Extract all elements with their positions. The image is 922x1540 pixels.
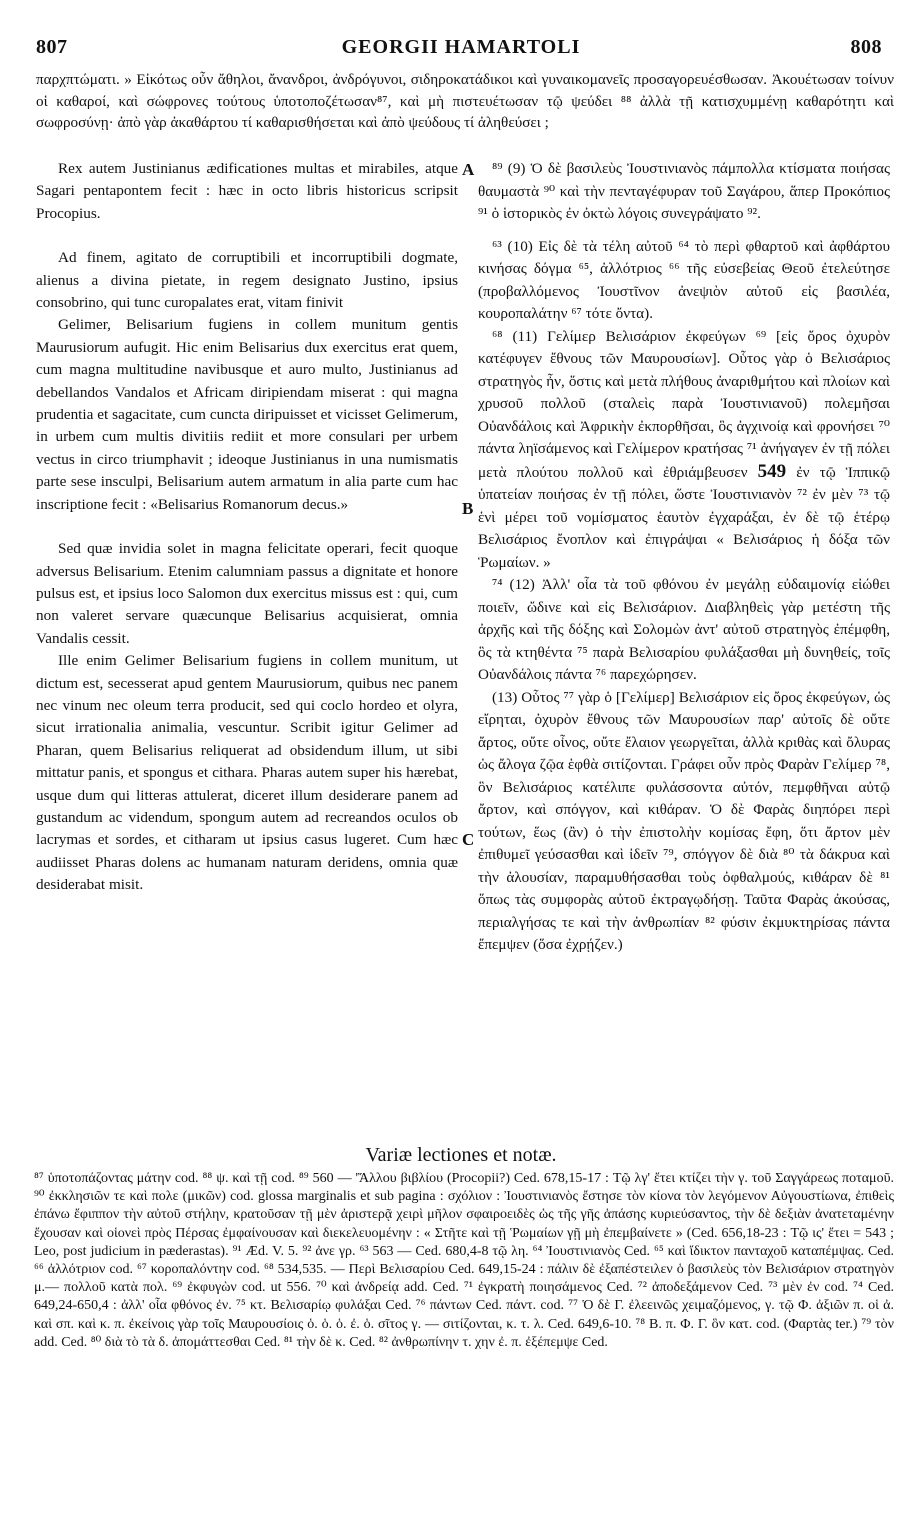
greek-column — [478, 158, 890, 957]
folio-number: 549 — [757, 460, 787, 482]
latin-paragraph: Rex autem Justinianus ædificationes multas et mirabiles, atque Sagari pentapontem fecit : hæc in octo libris historicus scripsit Procopius. — [36, 160, 458, 222]
greek-text: ἐν τῷ Ἱππικῷ ὑπατείαν ποιήσας ἐν τῇ πόλει, ὥστε Ἰουστινιανὸν ⁷² ἐν μὲν ⁷³ τῷ ἑνὶ μέρει τοῦ νομίσματος ἑαυτὸν ἐγχαράξαι, ἐν δὲ τῷ ἑτέρῳ Βελισάριος ἔνοπλον καὶ ἐπιγράψαι « Βελισάριος ἡ δόξα τῶν Ῥωμαίων. » — [478, 463, 891, 571]
page-number-right: 808 — [850, 36, 882, 58]
page-number-left: 807 — [36, 36, 68, 58]
margin-mark-c: C — [462, 830, 475, 849]
greek-paragraph: ⁷⁴ (12) Ἀλλ' οἷα τὰ τοῦ φθόνου ἐν μεγάλῃ εὐδαιμονίᾳ εἰώθει ποιεῖν, ὤδινε καὶ εἰς Βελισάριον. Διαβληθεὶς γὰρ μετέστη τῆς ἀρχῆς καὶ τῆς δόξης καὶ Σολομὼν ἀντ' αὐτοῦ στρατηγὸς ἐπέμφθη, ὃς τὰ κτηθέντα ⁷⁵ παρὰ Βελισαρίου φυλάξασθαι μὴ δυνηθείς, τοῖς Οὐανδάλοις πάντα ⁷⁶ παρεχώρησεν. — [478, 576, 890, 683]
margin-mark-b: B — [462, 499, 474, 518]
notes-text: ⁸⁷ ὑποτοπάζοντας μάτην cod. ⁸⁸ ψ. καὶ τῇ cod. ⁸⁹ 560 — 'Ἄλλου βιβλίου (Procopii?) Ced. 678,15-17 : Τῷ λγ' ἔτει κτίζει τὴν γ. τοῦ Σαγγάρεως ποταμοῦ. ⁹⁰ ἐκκλησιῶν τε καὶ πολε (μικῶν) cod. glossa marginalis et sub pagina : σχόλιον : Ἰουστινιανὸς ἔστησε τὸν κίονα τὸν λεγόμενον Αὐγουστίωνα, ἐπιθεὶς ἐπάνω ἔφιππον τὴν αὐτοῦ στήλην, κρατοῦσαν τῇ μὲν ἀριστερᾷ χειρὶ μῆλον σφαιροειδὲς ὡς τῆς γῆς ἁπάσης κυριεύσαντος, τὴν δὲ δεξιὰν ἀνατεταμένην ἔχουσαν καὶ οἱονεὶ πρὸς Πέρσας ἐμφαίνουσαν καὶ διεκελευομένην : « Στῆτε καὶ τῇ Ῥωμαίων γῇ μὴ ἐπεμβαίνετε » (Ced. 656,18-23 : Τῷ ις' ἔτει = 543 ; Leo, post judicium in pæderastas). ⁹¹ Æd. V. 5. ⁹² ἀνε γρ. ⁶³ 563 — Ced. 680,4-8 τῷ λη. ⁶⁴ Ἰουστινιανὸς Ced. ⁶⁵ καὶ ἴδικτον πανταχοῦ καταπέμψας. Ced. ⁶⁶ ἀλλότριον cod. ⁶⁷ κοροπαλόντην cod. ⁶⁸ 534,535. — Περὶ Βελισαρίου Ced. 649,15-24 : πάλιν δὲ ἐξαπέστειλεν ὁ βασιλεὺς τὸν Βελισάριον στρατηγὸν μ.— πολλοῦ κατὰ πολ. ⁶⁹ ἐκφυγὼν cod. ut 556. ⁷⁰ καὶ ἀνδρείᾳ add. Ced. ⁷¹ ἐγκρατὴ ποιησάμενος Ced. ⁷² ἀποδεξάμενον Ced. ⁷³ μὲν ἐν cod. ⁷⁴ Ced. 649,24-650,4 : ἀλλ' οἷα φθόνος ἐν. ⁷⁵ κτ. Βελισαρίῳ φυλάξαι Ced. ⁷⁶ πάντων Ced. πάντ. cod. ⁷⁷ Ὁ δὲ Γ. ἐλεεινῶς χειμαζόμενος, γ. τῷ Φ. ἀξιῶν π. οἱ ἀ. καὶ σπ. καὶ κ. π. ἐκείνοις γὰρ τοῖς Μαυρουσίοις ὁ. ὁ. ὁ. ἐ. ὁ. σῖτος γ. — σιτίζονται, κ. τ. λ. Ced. 649,6-10. ⁷⁸ Β. π. Φ. Γ. ὃν κατ. cod. (Φαρτὰς ter.) ⁷⁹ τὸν add. Ced. ⁸⁰ διὰ τὸ τὰ δ. ἀπομάττεσθαι Ced. ⁸¹ τὴν δὲ κ. Ced. ⁸² ἀνθρωπίνην τ. χην ἐ. π. ἐξέπεμψε Ced. — [34, 1171, 894, 1350]
page-header — [0, 30, 922, 58]
greek-text: ⁶⁸ (11) Γελίμερ Βελισάριον ἐκφεύγων ⁶⁹ [εἰς ὄρος ὀχυρὸν κατέφυγεν ἔθνους τῶν Μαυρουσίων]. Οὗτος γὰρ ὁ Βελισάριος στρατηγὸς ἦν, ὅστις καὶ μετὰ πλήθους ἀναριθμήτου καὶ πλοίων καὶ χρυσοῦ πολλοῦ (σταλεὶς παρὰ Ἰουστινιανοῦ) πολεμῆσαι Οὐανδάλοις καὶ Ἀφρικὴν ἐκπορθῆσαι, ὃς ἀγχινοίᾳ καὶ φρονήσει ⁷⁰ πάντα ληϊσάμενος καὶ Γελίμερον κρατήσας ⁷¹ ἀνήγαγεν ἐν τῇ πόλει μετὰ πλούτου πολλοῦ καὶ ἐθριάμβευσεν — [478, 327, 890, 481]
notes-heading: Variæ lectiones et notæ. — [365, 1144, 557, 1166]
latin-paragraph: Gelimer, Belisarium fugiens in collem munitum gentis Maurusiorum aufugit. Hic enim Belisarius dux exercitus erat quem, cum magna multitudine navibusque et auro multo, Justinianus ad debellandos Vandalos et Africam diripiendam miserat : qui magna prudentia et sagacitate, cum cuncta diripuisset et vicisset Gelimerum, in urbem cum multis divitiis rediit et more consulari per urbem vectus in circo triumphavit ; ideoque Justinianus in una numismatis parte sese insculpi, Belisarium autem armatum in alia parte cum hac inscriptione fecit : «Belisarius Romanorum decus.» — [36, 316, 458, 513]
latin-column — [36, 158, 458, 897]
greek-paragraph: ⁶³ (10) Εἰς δὲ τὰ τέλη αὐτοῦ ⁶⁴ τὸ περὶ φθαρτοῦ καὶ ἀφθάρτου κινήσας δόγμα ⁶⁵, ἀλλότριος ⁶⁶ τῆς εὐσεβείας Θεοῦ ἐτελεύτησε (προβαλλόμενος Ἰουστῖνον ἀνεψιὸν αὐτοῦ εἰς βασιλέα, κουροπαλάτην ⁶⁷ τότε ὄντα). — [478, 237, 890, 322]
margin-mark-a: A — [462, 160, 475, 179]
latin-paragraph: Ad finem, agitato de corruptibili et incorruptibili dogmate, alienus a divina pietate, in regem designato Justino, ipsius consobrino, qui tunc curopalates erat, vitam finivit — [36, 249, 458, 312]
greek-paragraph — [478, 326, 890, 575]
running-title: GEORGII HAMARTOLI — [341, 36, 581, 58]
latin-paragraph: Ille enim Gelimer Belisarium fugiens in collem munitum, ut dictum est, secesserat apud gentem Maurusiorum, quibus nec panem nec vinum nec oleum terra producit, sed qui coclo hordeo et olyra, sicut irrationalia animalia, vescuntur. Scribit igitur Gelimer ad Pharan, quem Belisarius reliquerat ad obsidendum illum, ut sibi mittatur panis, et spongus et cithara. Pharas autem super his hærebat, usque dum qui litteras attulerat, diceret illum desiderare panem ad gustandum ac videndum, spongum autem ad recreandos oculos ob lacrymas et sordes, et citharam ut ipsius casus lugeret. Cum hæc audiisset Pharas dolens ac humanam naturam deridens, omnia quæ desiderabat misit. — [36, 652, 458, 894]
critical-notes — [34, 1170, 894, 1352]
greek-intro-paragraph — [36, 69, 894, 134]
latin-paragraph: Sed quæ invidia solet in magna felicitate operari, fecit quoque adversus Belisarium. Etenim calumniam passus a dignitate et honore pulsus est, et ipsius loco Salomon dux exercitus missus est : qui, cum non valeret servare quæcunque Belisarius acquisierat, omnia Vandalis cessit. — [36, 540, 458, 647]
greek-paragraph: ⁸⁹ (9) Ὁ δὲ βασιλεὺς Ἰουστινιανὸς πάμπολλα κτίσματα ποιήσας θαυμαστὰ ⁹⁰ καὶ τὴν πενταγέφυραν τοῦ Σαγάρου, ἅπερ Προκόπιος ⁹¹ ὁ ἱστορικὸς ἐν ὀκτὼ λόγοις συνεγράψατο ⁹². — [478, 160, 890, 222]
greek-paragraph: (13) Οὗτος ⁷⁷ γὰρ ὁ [Γελίμερ] Βελισάριον εἰς ὄρος ἐκφεύγων, ὡς εἴρηται, ὀχυρὸν ἔθνους τῶν Μαυρουσίων παρ' αὐτοῖς δὲ οὔτε ἄρτος, οὔτε οἶνος, οὔτε ἔλαιον γεωργεῖται, ἀλλὰ κριθὰς καὶ ὄλυρας ὡς ἄλογα ζῷα ἑφθὰ σιτίζονται. Γράφει οὖν πρὸς Φαρὰν Γελίμερ ⁷⁸, ὃν Βελισάριος κατέλιπε φυλάσσοντα αὐτόν, πεμφθῆναι αὐτῷ ἄρτον, καὶ σπόγγον, καὶ κιθάραν. Ὁ δὲ Φαρὰς διηπόρει περὶ τούτων, ἕως (ἂν) ὁ τὴν ἐπιστολὴν κομίσας ἔφη, ὅτι ἄρτον μὲν ἐπιθυμεῖ γεύσασθαι καὶ ἰδεῖν ⁷⁹, σπόγγον δὲ διὰ ⁸⁰ τὰ δάκρυα καὶ τὴν ἀλουσίαν, παραμυθήσασθαι τοὺς ὀφθαλμούς, κιθάραν δὲ ⁸¹ ὅπως τὰς συμφορὰς αὐτοῦ ἐκτραγῳδήσῃ. Ταῦτα Φαρὰς ἀκούσας, περιαλγήσας τε καὶ τὴν ἀνθρωπίαν ⁸² φύσιν ἐκμυκτηρίσας πάντα ἔπεμψεν (ὅσα ἐχρῄζεν.) — [478, 688, 890, 953]
intro-text: παρχπτώματι. » Εἰκότως οὖν ἄθηλοι, ἄνανδροι, ἀνδρόγυνοι, σιδηροκατάδικοι καὶ γυναικομανεῖς προσαγορευέσθωσαν. Ἀκουέτωσαν τοίνυν οἱ καθαροί, καὶ σώφρονες τούτους ὑποτοποζέτωσαν⁸⁷, καὶ μὴ πιστευέτωσαν τῷ ψεύδει ⁸⁸ ἀλλὰ τῇ κατισχυμμένῃ καθαρότητι καὶ σωφροσύνῃ· ἀπὸ γὰρ ἀκαθάρτου τί καθαρισθήσεται καὶ ἀπὸ ψεύδους τί ἀληθεύσει ; — [36, 71, 894, 132]
